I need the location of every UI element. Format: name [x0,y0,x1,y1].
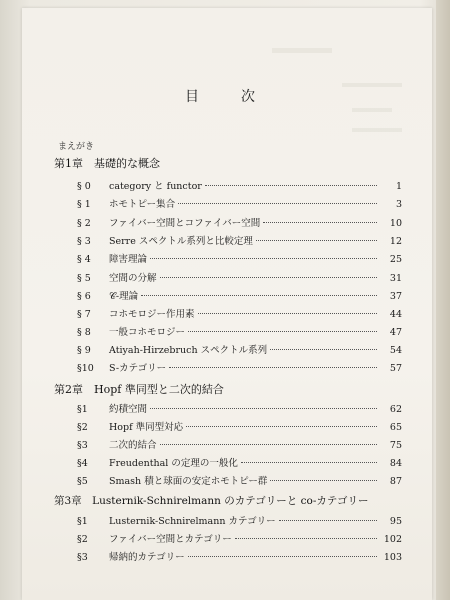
page-number: 62 [389,404,402,415]
show-through-mark [352,108,392,112]
toc-row [77,196,402,210]
section-number: § 8 [77,327,91,338]
section-number: §5 [77,476,88,487]
dot-leader [141,295,377,296]
section-title: ファイバー空間とカテゴリー [109,534,232,545]
section-title: Smash 積と球面の安定ホモトピー群 [109,476,268,487]
dot-leader [150,408,377,409]
show-through-mark [352,128,402,132]
chapter-1-heading: 第1章 基礎的な概念 [54,157,160,170]
book-page [22,8,432,600]
page-number: 25 [389,254,402,265]
section-title: Hopf 準同型対応 [109,422,184,433]
page-number: 95 [389,516,402,527]
section-title: ファイバー空間とコファイバー空間 [109,218,261,229]
page-number: 1 [395,181,402,192]
section-number: §1 [77,516,88,527]
dot-leader [241,462,377,463]
section-number: §3 [77,552,88,563]
page-number: 12 [389,236,402,247]
section-number: §2 [77,534,88,545]
page-number: 47 [389,327,402,338]
section-number: § 1 [77,199,91,210]
book-spine-edge [436,0,450,600]
page-number: 65 [389,422,402,433]
dot-leader [270,480,377,481]
chapter-2-heading: 第2章 Hopf 準同型と二次的結合 [54,383,224,396]
section-title: 約積空間 [109,404,148,415]
toc-row [77,455,402,469]
section-number: §4 [77,458,88,469]
section-number: § 0 [77,181,91,192]
toc-row [77,251,402,265]
page-number: 37 [389,291,402,302]
show-through-mark [272,48,332,53]
toc-row [77,288,402,302]
toc-row [77,401,402,415]
section-title: コホモロジー作用素 [109,309,195,320]
section-number: § 2 [77,218,91,229]
dot-leader [270,349,377,350]
section-number: §10 [77,363,94,374]
section-number: §1 [77,404,88,415]
section-title: 障害理論 [109,254,148,265]
page-number: 31 [389,273,402,284]
page-number: 3 [395,199,402,210]
section-title: ホモトピー集合 [109,199,176,210]
section-title: category と functor [109,181,202,192]
page-title: 目 次 [185,89,269,105]
section-number: §3 [77,440,88,451]
toc-row [77,178,402,192]
toc-row [77,549,402,563]
toc-row [77,437,402,451]
section-title: 二次的結合 [109,440,157,451]
section-title: Serre スペクトル系列と比較定理 [109,236,253,247]
dot-leader [178,203,377,204]
section-title: S-カテゴリー [109,363,167,374]
toc-row [77,531,402,545]
toc-row [77,270,402,284]
dot-leader [186,426,377,427]
preface-entry: まえがき [58,142,95,152]
section-title: Atiyah-Hirzebruch スペクトル系列 [109,345,268,356]
toc-row [77,324,402,338]
dot-leader [169,367,377,368]
dot-leader [188,556,377,557]
toc-row [77,360,402,374]
section-title: Freudenthal の定理の一般化 [109,458,238,469]
dot-leader [205,185,377,186]
dot-leader [160,444,377,445]
section-title: 帰納的カテゴリー [109,552,185,563]
toc-row [77,215,402,229]
dot-leader [188,331,377,332]
section-title: Lusternik-Schnirelmann カテゴリー [109,516,276,527]
page-number: 57 [389,363,402,374]
page-number: 84 [389,458,402,469]
toc-row [77,473,402,487]
toc-row [77,306,402,320]
dot-leader [235,538,377,539]
section-number: § 9 [77,345,91,356]
toc-row [77,233,402,247]
toc-row [77,342,402,356]
page-number: 102 [383,534,402,545]
dot-leader [256,240,377,241]
page-number: 54 [389,345,402,356]
dot-leader [160,277,377,278]
section-title: 空間の分解 [109,273,157,284]
page-number: 103 [383,552,402,563]
section-number: §2 [77,422,88,433]
page-number: 10 [389,218,402,229]
section-number: § 5 [77,273,91,284]
dot-leader [263,222,377,223]
toc-row [77,513,402,527]
dot-leader [198,313,377,314]
page-number: 75 [389,440,402,451]
page-number: 44 [389,309,402,320]
dot-leader [279,520,377,521]
toc-row [77,419,402,433]
section-title: 𝒞-理論 [109,291,139,302]
section-title: 一般コホモロジー [109,327,186,338]
section-number: § 3 [77,236,91,247]
chapter-3-heading: 第3章 Lusternik-Schnirelmann のカテゴリーと co-カテゴリー [54,495,369,507]
dot-leader [150,258,377,259]
section-number: § 4 [77,254,91,265]
page-number: 87 [389,476,402,487]
section-number: § 7 [77,309,91,320]
section-number: § 6 [77,291,91,302]
